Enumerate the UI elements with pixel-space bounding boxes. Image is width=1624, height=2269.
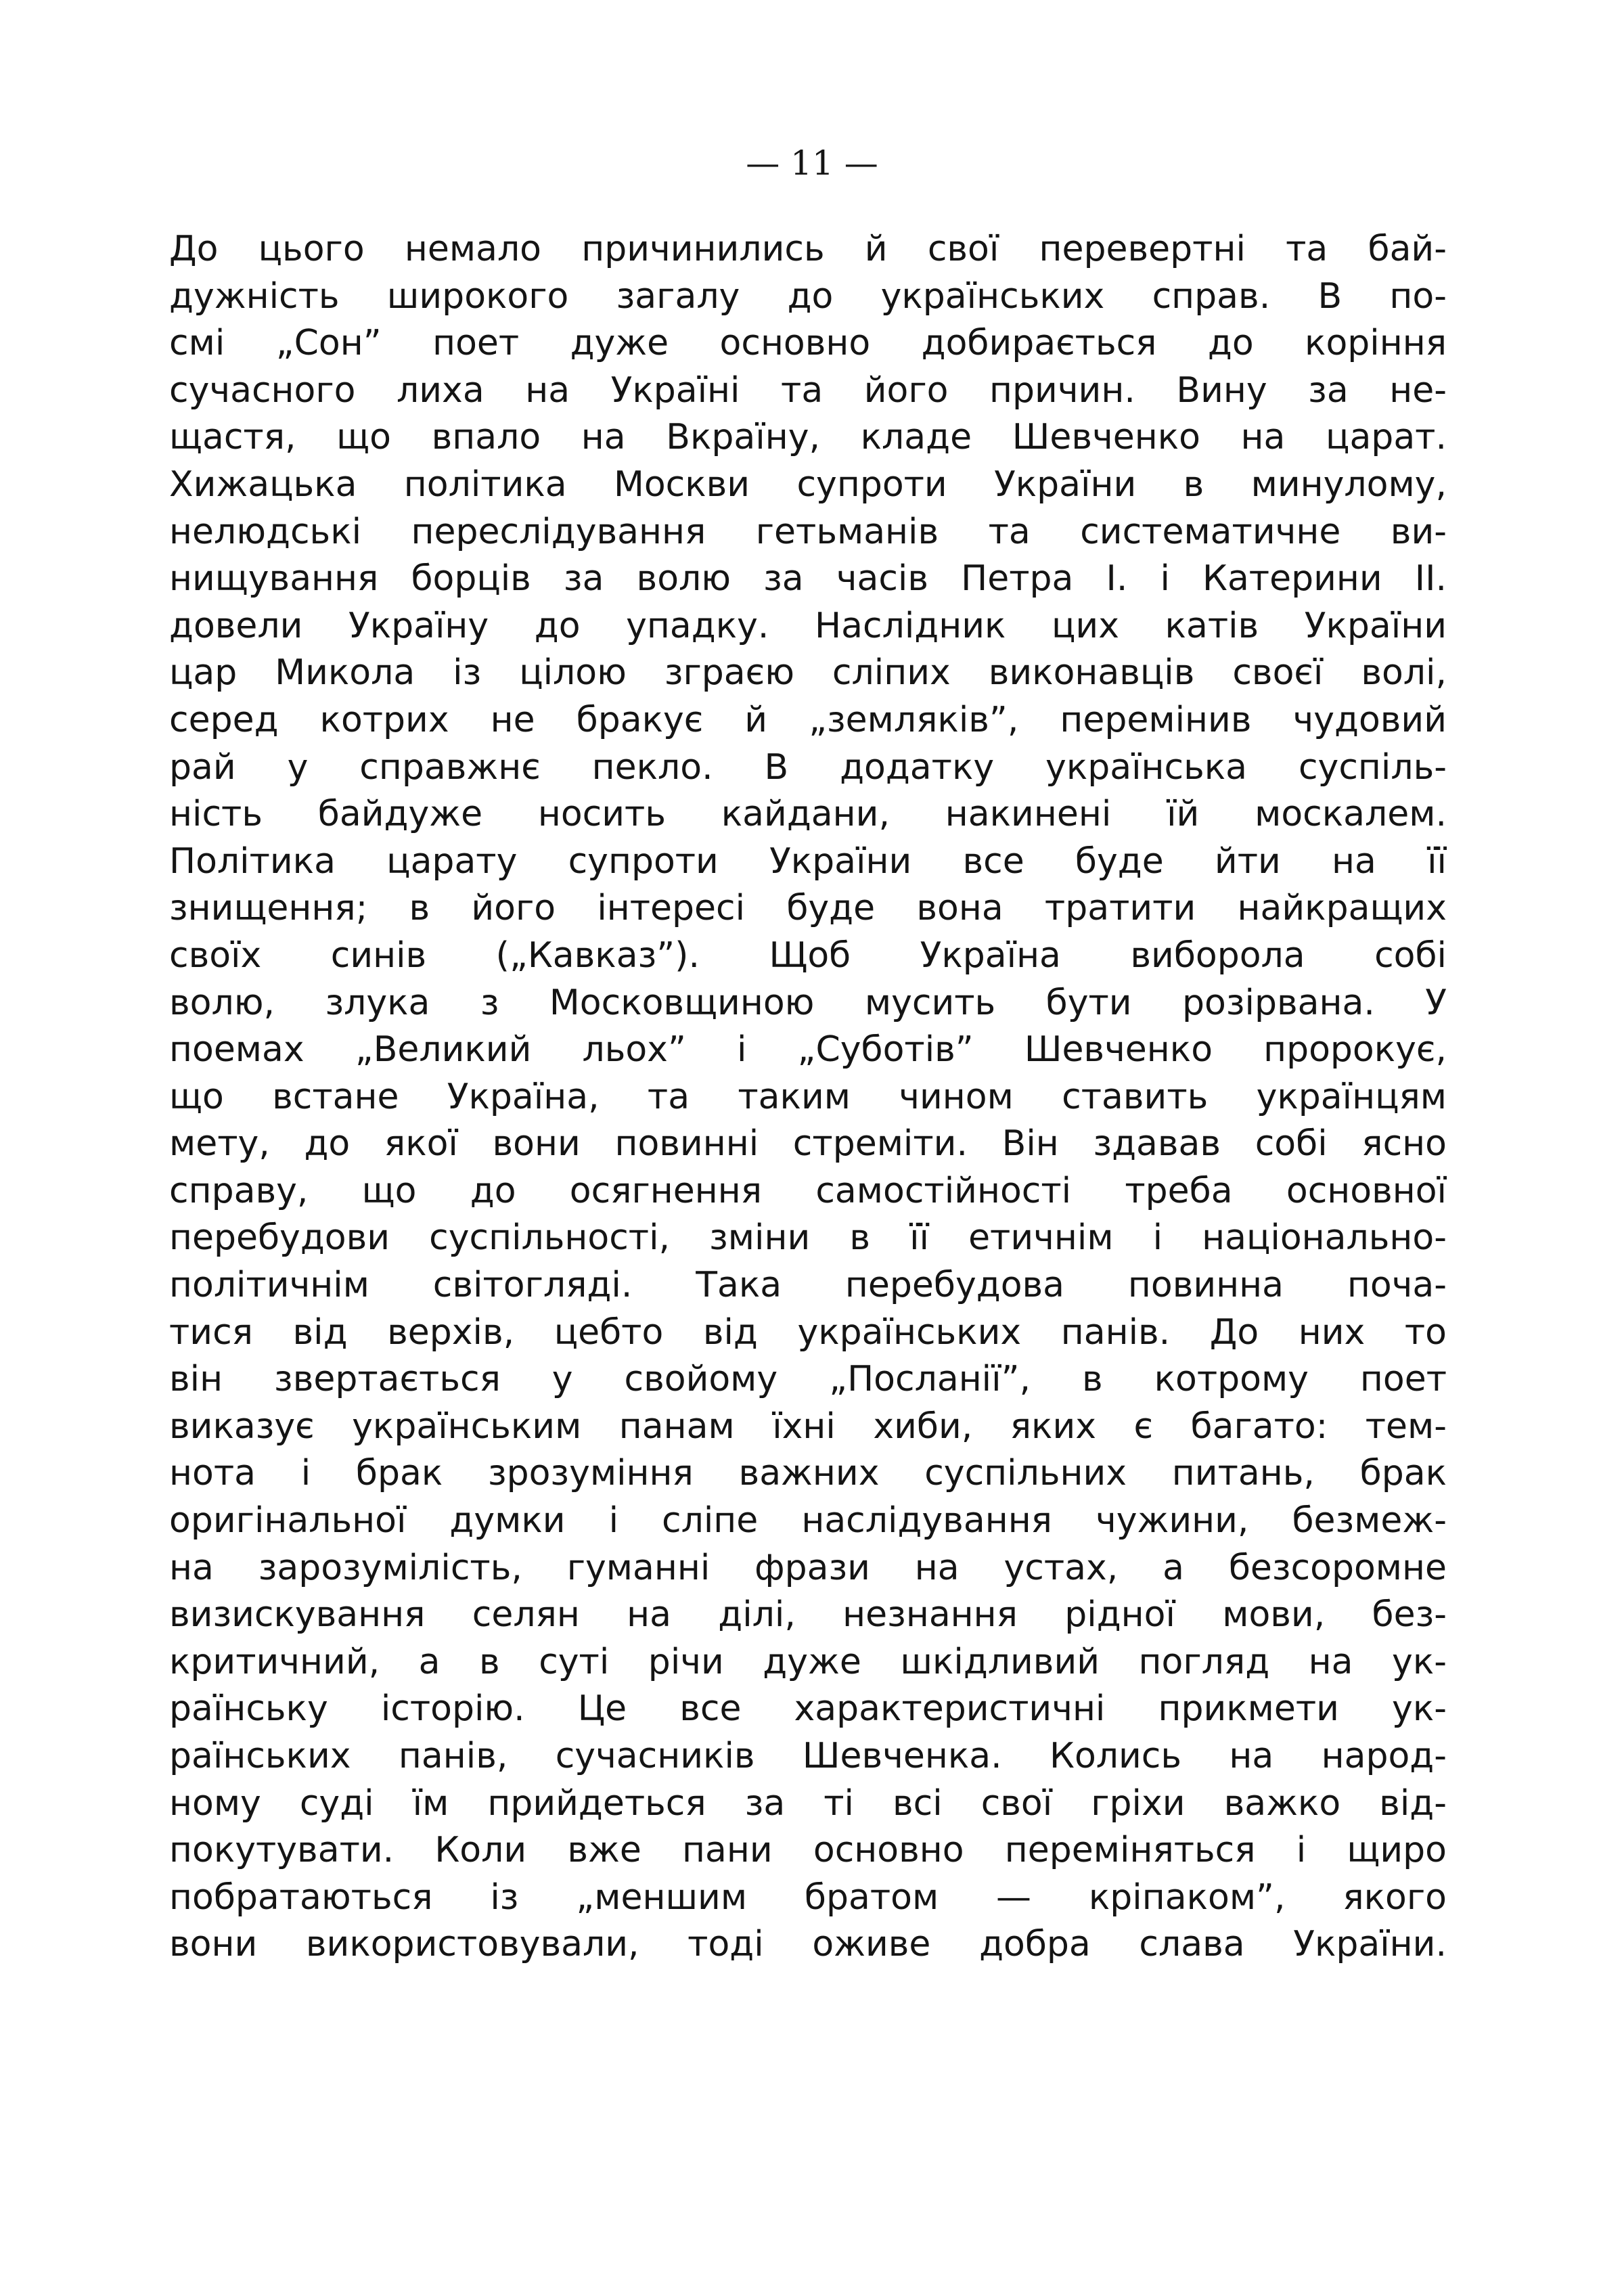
text-line: дужність широкого загалу до українських справ. В по- bbox=[169, 275, 1447, 317]
text-line: поемах „Великий льох” і „Суботів” Шевченко пророкує, bbox=[169, 1029, 1447, 1071]
text-line: цар Микола із цілою зграєю сліпих виконавців своєї волі, bbox=[169, 652, 1447, 694]
text-line: критичний, а в суті річи дуже шкідливий погляд на ук- bbox=[169, 1641, 1447, 1682]
text-line: побратаються із „меншим братом — кріпаком”, якого bbox=[169, 1877, 1447, 1918]
text-line: довели Україну до упадку. Наслідник цих катів України bbox=[169, 605, 1447, 646]
text-line: ність байдуже носить кайдани, накинені їй москалем. bbox=[169, 794, 1447, 835]
text-line: волю, злука з Московщиною мусить бути розірвана. У bbox=[169, 982, 1447, 1023]
text-line: Хижацька політика Москви супроти України в минулому, bbox=[169, 464, 1447, 505]
text-line: ному суді їм прийдеться за ті всі свої гріхи важко від- bbox=[169, 1782, 1447, 1824]
text-line: До цього немало причинились й свої перевертні та бай- bbox=[169, 229, 1447, 269]
text-line: Політика царату супроти України все буде йти на її bbox=[169, 840, 1447, 882]
text-line: політичнім світогляді. Така перебудова повинна поча- bbox=[169, 1265, 1447, 1306]
body-text bbox=[169, 226, 1447, 1969]
text-line: нищування борців за волю за часів Петра І. і Катерини ІІ. bbox=[169, 558, 1447, 600]
page-number: — 11 — bbox=[746, 143, 878, 183]
text-line: оригінальної думки і сліпе наслідування чужини, безмеж- bbox=[169, 1500, 1447, 1542]
text-line: знищення; в його інтересі буде вона тратити найкращих bbox=[169, 888, 1447, 929]
text-line: щастя, що впало на Вкраїну, кладе Шевченко на царат. bbox=[169, 417, 1447, 458]
text-line: тися від верхів, цебто від українських панів. До них то bbox=[169, 1311, 1447, 1353]
text-line: серед котрих не бракує й „земляків”, перемінив чудовий bbox=[169, 699, 1447, 740]
text-line: раїнських панів, сучасників Шевченка. Колись на народ- bbox=[169, 1736, 1447, 1776]
text-line: справу, що до осягнення самостійності треба основної bbox=[169, 1170, 1447, 1211]
text-line: сучасного лиха на Україні та його причин. Вину за не- bbox=[169, 369, 1447, 411]
text-line: покутувати. Коли вже пани основно переміняться і щиро bbox=[169, 1830, 1447, 1871]
text-line: визискування селян на ділі, незнання рідної мови, без- bbox=[169, 1594, 1447, 1636]
text-line: смі „Сон” поет дуже основно добирається до коріння bbox=[169, 323, 1447, 364]
text-line: нота і брак зрозуміння важних суспільних питань, брак bbox=[169, 1453, 1447, 1494]
text-line: виказує українським панам їхні хиби, яких є багато: тем- bbox=[169, 1406, 1447, 1447]
text-line: мету, до якої вони повинні стреміти. Він здавав собі ясно bbox=[169, 1123, 1447, 1165]
text-line: він звертається у свойому „Посланії”, в котрому поет bbox=[169, 1359, 1447, 1400]
text-line: рай у справжнє пекло. В додатку українська суспіль- bbox=[169, 746, 1447, 788]
text-line: на зарозумілість, гуманні фрази на устах, а безсоромне bbox=[169, 1547, 1447, 1588]
text-line: раїнську історію. Це все характеристичні прикмети ук- bbox=[169, 1688, 1447, 1730]
text-line: вони використовували, тоді оживе добра слава України. bbox=[169, 1924, 1447, 1965]
text-line: своїх синів („Кавказ”). Щоб Україна виборола собі bbox=[169, 935, 1447, 976]
text-line: нелюдські переслідування гетьманів та систематичне ви- bbox=[169, 511, 1447, 552]
text-line: що встане Україна, та таким чином ставить українцям bbox=[169, 1076, 1447, 1117]
text-line: перебудови суспільності, зміни в її етичнім і національно- bbox=[169, 1217, 1447, 1259]
